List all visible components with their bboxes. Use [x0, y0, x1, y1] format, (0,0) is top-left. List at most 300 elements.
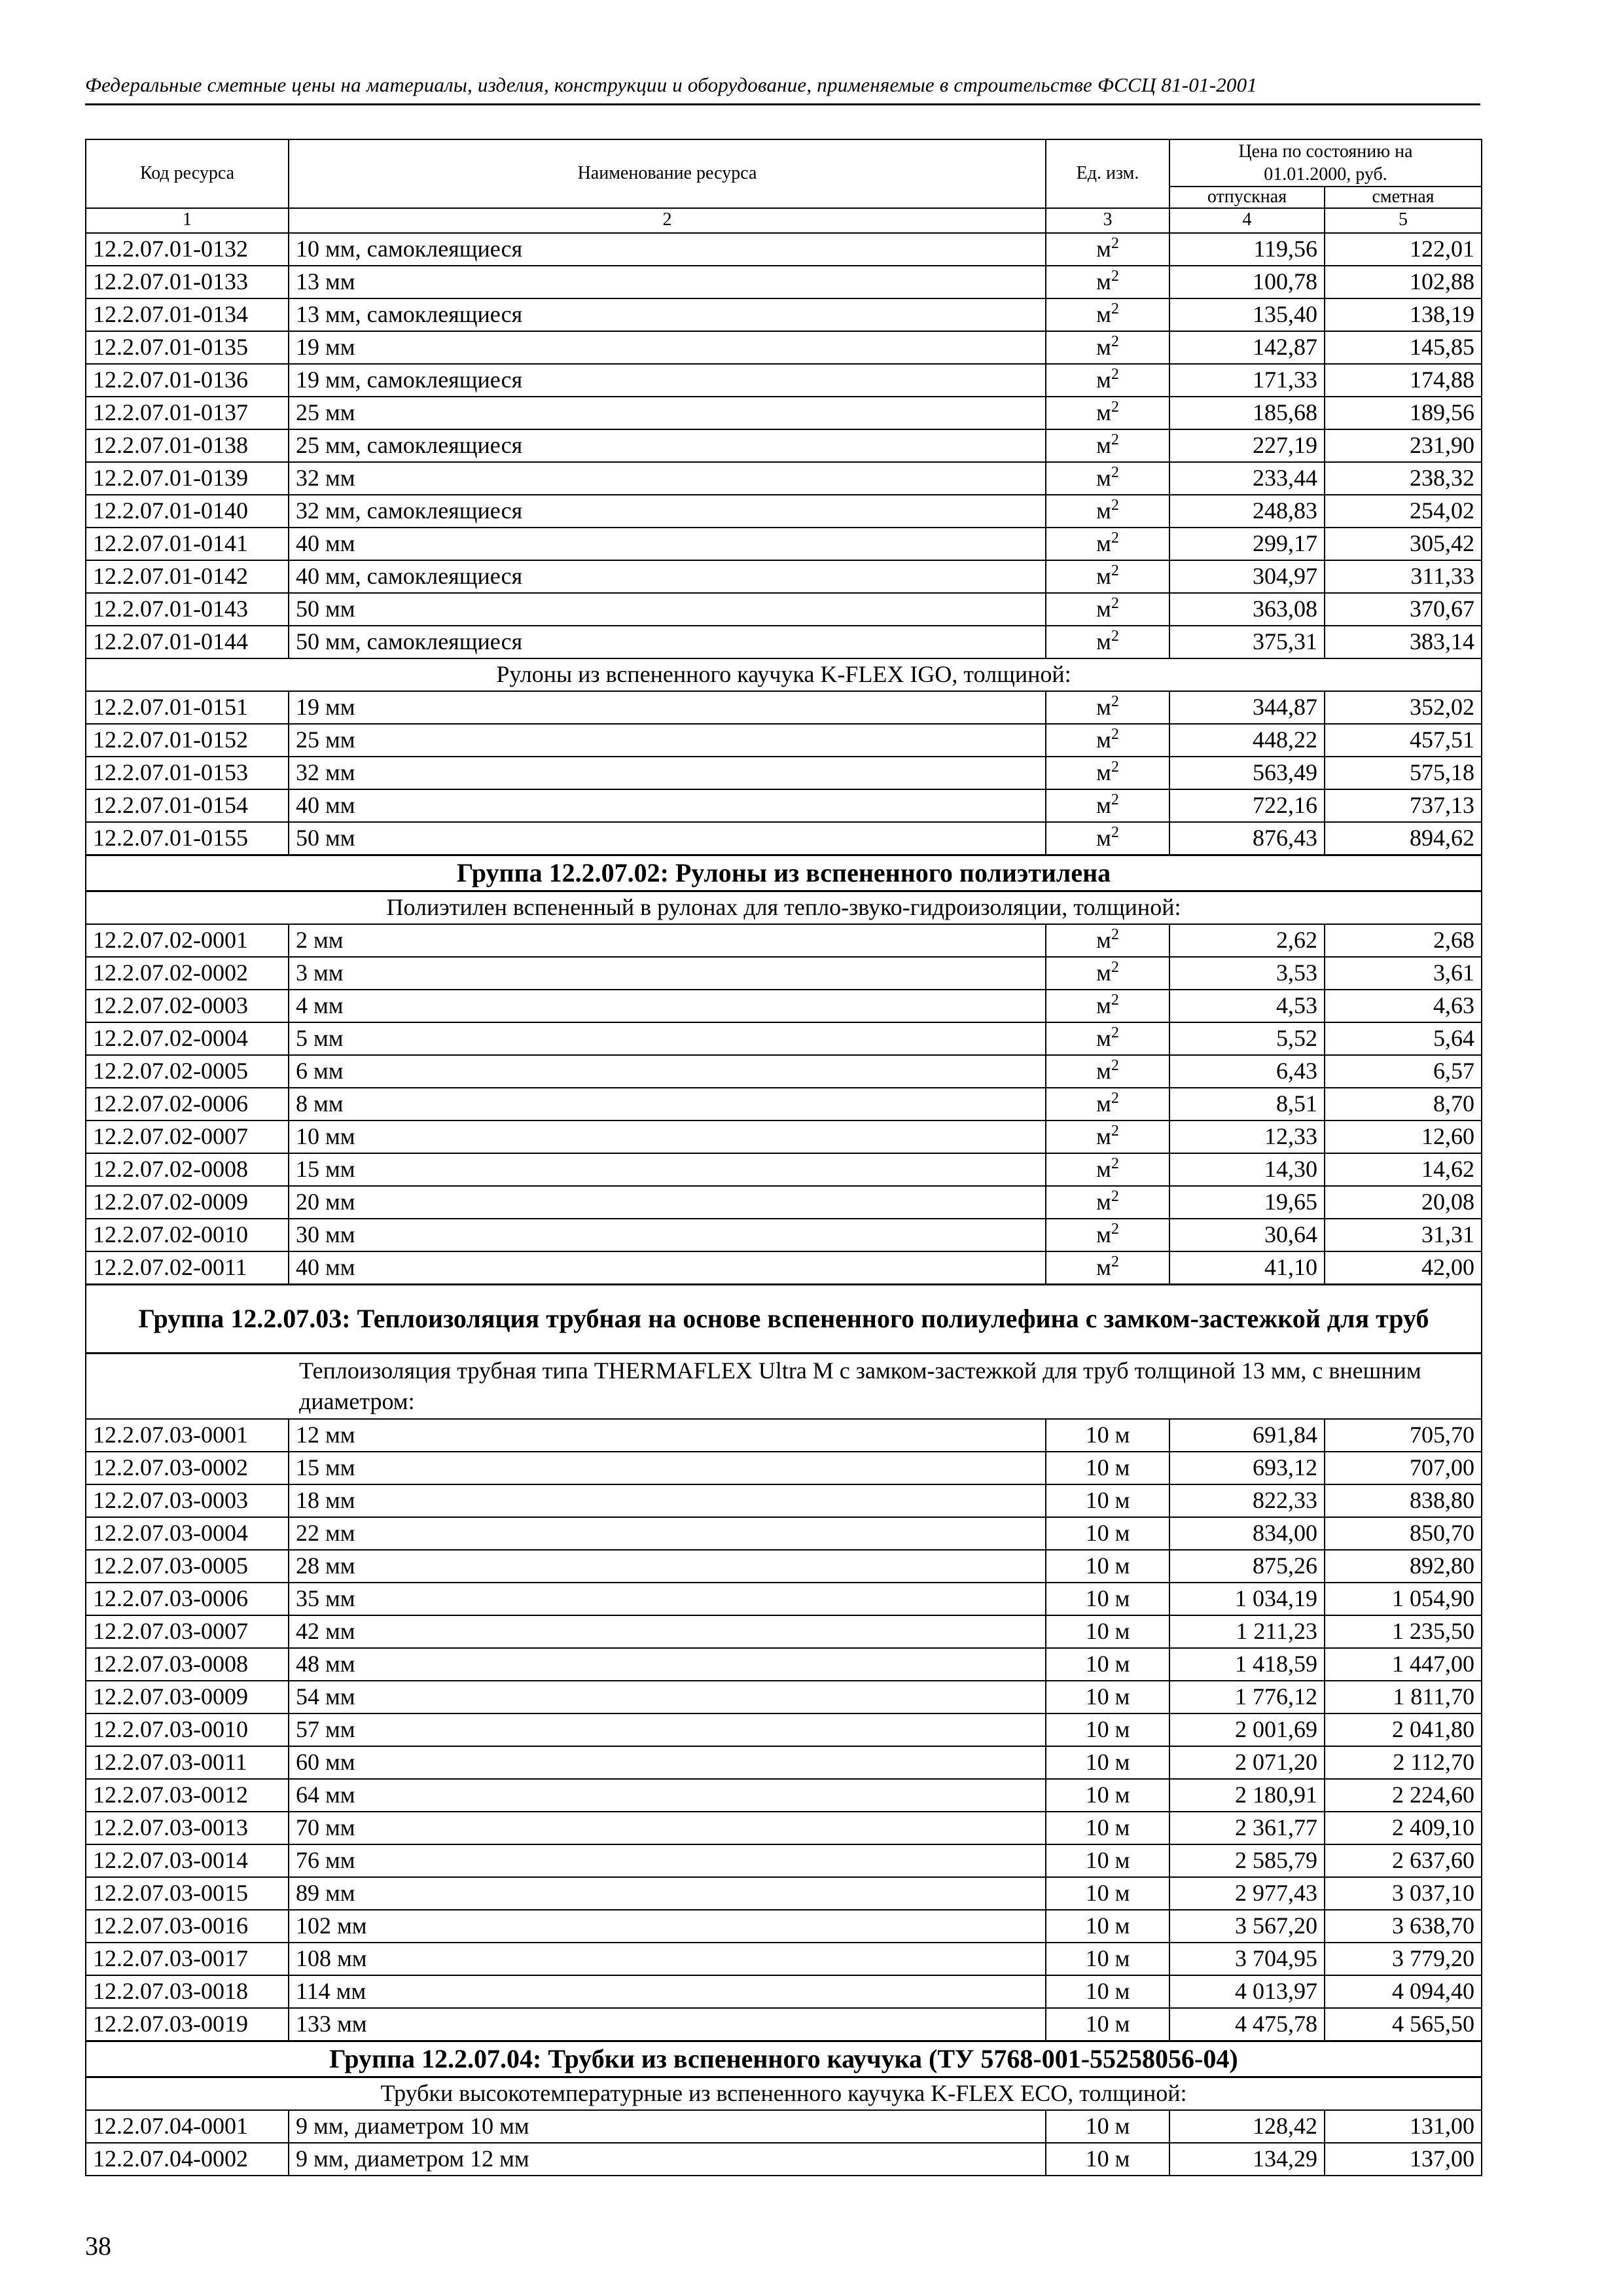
resource-name: 15 мм: [289, 1153, 1046, 1186]
release-price: 375,31: [1169, 626, 1325, 658]
unit-exponent: 2: [1111, 399, 1119, 416]
unit-exponent: 2: [1111, 791, 1119, 808]
table-row: [86, 429, 1482, 462]
estimate-price: 174,88: [1325, 364, 1482, 397]
release-price: 227,19: [1169, 429, 1325, 462]
col-number: 5: [1325, 208, 1482, 233]
unit-base: м: [1096, 563, 1111, 589]
subgroup-heading-text: Теплоизоляция трубная типа THERMAFLEX Ultra M с замком-застежкой для труб толщиной 13 мм, с внешним диаметром:: [86, 1353, 1482, 1419]
unit-exponent: 2: [1111, 1188, 1119, 1205]
resource-name: 102 мм: [289, 1910, 1046, 1943]
unit: [1046, 364, 1169, 397]
estimate-price: 707,00: [1325, 1452, 1482, 1484]
unit-base: м: [1096, 694, 1111, 720]
unit-base: м: [1096, 792, 1111, 818]
table-row: [86, 1517, 1482, 1550]
estimate-price: 2 041,80: [1325, 1713, 1482, 1746]
resource-name: 32 мм, самоклеящиеся: [289, 495, 1046, 528]
unit: [1046, 1943, 1169, 1975]
unit: [1046, 2143, 1169, 2176]
estimate-price: 138,19: [1325, 298, 1482, 331]
unit-exponent: 2: [1111, 992, 1119, 1009]
estimate-price: 305,42: [1325, 528, 1482, 560]
unit-base: м: [1096, 367, 1111, 393]
estimate-price: 145,85: [1325, 331, 1482, 364]
resource-code: 12.2.07.04-0001: [86, 2110, 289, 2143]
resource-code: 12.2.07.01-0137: [86, 397, 289, 429]
resource-name: 114 мм: [289, 1975, 1046, 2008]
unit-exponent: 2: [1111, 366, 1119, 383]
unit-exponent: 2: [1111, 824, 1119, 841]
release-price: 14,30: [1169, 1153, 1325, 1186]
unit-exponent: 2: [1111, 431, 1119, 448]
unit: [1046, 1055, 1169, 1088]
estimate-price: 3 037,10: [1325, 1877, 1482, 1910]
unit-base: м: [1096, 726, 1111, 753]
resource-name: 57 мм: [289, 1713, 1046, 1746]
release-price: 8,51: [1169, 1088, 1325, 1121]
unit: [1046, 298, 1169, 331]
unit: [1046, 626, 1169, 658]
resource-code: 12.2.07.03-0009: [86, 1681, 289, 1713]
table-row: [86, 495, 1482, 528]
table-row: [86, 298, 1482, 331]
unit-base: 10 м: [1085, 1716, 1130, 1742]
release-price: 2 071,20: [1169, 1746, 1325, 1779]
resource-name: 50 мм: [289, 593, 1046, 626]
resource-name: 48 мм: [289, 1648, 1046, 1681]
estimate-price: 12,60: [1325, 1121, 1482, 1153]
resource-code: 12.2.07.01-0155: [86, 822, 289, 855]
resource-code: 12.2.07.03-0017: [86, 1943, 289, 1975]
running-head: Федеральные сметные цены на материалы, изделия, конструкции и оборудование, применяемые в строительстве ФССЦ 81-01-2001: [85, 73, 1258, 96]
unit-base: 10 м: [1085, 1814, 1130, 1840]
column-numbers-row: [86, 208, 1482, 233]
table-row: [86, 364, 1482, 397]
estimate-price: 254,02: [1325, 495, 1482, 528]
unit-base: 10 м: [1085, 1454, 1130, 1480]
table-row: [86, 331, 1482, 364]
unit-base: 10 м: [1085, 1782, 1130, 1808]
resource-name: 32 мм: [289, 462, 1046, 495]
unit-base: м: [1096, 1221, 1111, 1247]
resource-code: 12.2.07.03-0012: [86, 1779, 289, 1812]
unit-exponent: 2: [1111, 529, 1119, 547]
table-row: [86, 1088, 1482, 1121]
resource-name: 25 мм, самоклеящиеся: [289, 429, 1046, 462]
unit-base: 10 м: [1085, 2011, 1130, 2037]
table-row: [86, 1746, 1482, 1779]
estimate-price: 383,14: [1325, 626, 1482, 658]
estimate-price: 189,56: [1325, 397, 1482, 429]
resource-code: 12.2.07.02-0009: [86, 1186, 289, 1219]
unit: [1046, 1484, 1169, 1517]
col-number: 3: [1046, 208, 1169, 233]
unit: [1046, 822, 1169, 855]
resource-code: 12.2.07.02-0011: [86, 1251, 289, 1285]
table-row: [86, 1452, 1482, 1484]
resource-name: 89 мм: [289, 1877, 1046, 1910]
resource-name: 10 мм: [289, 1121, 1046, 1153]
group-heading-text: Группа 12.2.07.02: Рулоны из вспененного полиэтилена: [86, 855, 1482, 891]
table-row: [86, 397, 1482, 429]
table-row: [86, 233, 1482, 266]
unit: [1046, 1615, 1169, 1648]
unit-base: 10 м: [1085, 1585, 1130, 1611]
resource-code: 12.2.07.02-0004: [86, 1022, 289, 1055]
estimate-price: 1 235,50: [1325, 1615, 1482, 1648]
resource-name: 9 мм, диаметром 12 мм: [289, 2143, 1046, 2176]
release-price: 185,68: [1169, 397, 1325, 429]
resource-name: 25 мм: [289, 724, 1046, 757]
subgroup-heading: [86, 658, 1482, 691]
resource-name: 35 мм: [289, 1583, 1046, 1615]
subgroup-heading: [86, 1353, 1482, 1419]
unit: [1046, 528, 1169, 560]
unit: [1046, 1251, 1169, 1285]
unit-base: 10 м: [1085, 1978, 1130, 2004]
unit: [1046, 1419, 1169, 1452]
col-header-name: Наименование ресурса: [289, 139, 1046, 208]
release-price: 1 418,59: [1169, 1648, 1325, 1681]
unit-exponent: 2: [1111, 1221, 1119, 1238]
estimate-price: 5,64: [1325, 1022, 1482, 1055]
unit: [1046, 1844, 1169, 1877]
table-row: [86, 2008, 1482, 2041]
resource-name: 50 мм, самоклеящиеся: [289, 626, 1046, 658]
table-row: [86, 1779, 1482, 1812]
resource-code: 12.2.07.04-0002: [86, 2143, 289, 2176]
group-heading-text: Группа 12.2.07.03: Теплоизоляция трубная на основе вспененного полиулефина с замком-застежкой для труб: [86, 1284, 1482, 1353]
estimate-price: 2 637,60: [1325, 1844, 1482, 1877]
unit-base: 10 м: [1085, 1618, 1130, 1644]
estimate-price: 6,57: [1325, 1055, 1482, 1088]
release-price: 2 180,91: [1169, 1779, 1325, 1812]
release-price: 1 211,23: [1169, 1615, 1325, 1648]
unit: [1046, 789, 1169, 822]
resource-code: 12.2.07.01-0152: [86, 724, 289, 757]
unit-base: м: [1096, 628, 1111, 655]
unit: [1046, 757, 1169, 789]
release-price: 822,33: [1169, 1484, 1325, 1517]
unit: [1046, 1452, 1169, 1484]
unit-base: 10 м: [1085, 1651, 1130, 1677]
estimate-price: 575,18: [1325, 757, 1482, 789]
release-price: 363,08: [1169, 593, 1325, 626]
estimate-price: 131,00: [1325, 2110, 1482, 2143]
estimate-price: 3 779,20: [1325, 1943, 1482, 1975]
release-price: 693,12: [1169, 1452, 1325, 1484]
unit-base: 10 м: [1085, 1945, 1130, 1971]
release-price: 2 977,43: [1169, 1877, 1325, 1910]
unit-exponent: 2: [1111, 628, 1119, 645]
table-row: [86, 266, 1482, 298]
table-row: [86, 2110, 1482, 2143]
unit: [1046, 1812, 1169, 1844]
release-price: 4 013,97: [1169, 1975, 1325, 2008]
release-price: 5,52: [1169, 1022, 1325, 1055]
resource-name: 40 мм: [289, 1251, 1046, 1285]
unit-exponent: 2: [1111, 1155, 1119, 1172]
unit-exponent: 2: [1111, 562, 1119, 579]
estimate-price: 737,13: [1325, 789, 1482, 822]
unit-base: 10 м: [1085, 2145, 1130, 2172]
unit-exponent: 2: [1111, 959, 1119, 976]
table-row: [86, 1186, 1482, 1219]
table-row: [86, 1419, 1482, 1452]
resource-name: 3 мм: [289, 957, 1046, 990]
unit-exponent: 2: [1111, 1057, 1119, 1074]
unit-base: 10 м: [1085, 1847, 1130, 1873]
release-price: 2 001,69: [1169, 1713, 1325, 1746]
release-price: 119,56: [1169, 233, 1325, 266]
unit: [1046, 593, 1169, 626]
unit-base: м: [1096, 596, 1111, 622]
release-price: 248,83: [1169, 495, 1325, 528]
unit-base: м: [1096, 759, 1111, 785]
resource-code: 12.2.07.03-0015: [86, 1877, 289, 1910]
release-price: 30,64: [1169, 1219, 1325, 1251]
table-row: [86, 1022, 1482, 1055]
estimate-price: 1 447,00: [1325, 1648, 1482, 1681]
resource-code: 12.2.07.01-0133: [86, 266, 289, 298]
resource-code: 12.2.07.02-0003: [86, 990, 289, 1022]
resource-code: 12.2.07.01-0144: [86, 626, 289, 658]
unit-base: м: [1096, 1189, 1111, 1215]
subgroup-heading-text: Рулоны из вспененного каучука K-FLEX IGO, толщиной:: [86, 658, 1482, 691]
table-row: [86, 1877, 1482, 1910]
table-row: [86, 1121, 1482, 1153]
resource-code: 12.2.07.01-0134: [86, 298, 289, 331]
unit: [1046, 331, 1169, 364]
col-header-code: Код ресурса: [86, 139, 289, 208]
unit-base: м: [1096, 1123, 1111, 1149]
unit: [1046, 1186, 1169, 1219]
unit: [1046, 1910, 1169, 1943]
unit-base: м: [1096, 236, 1111, 262]
table-row: [86, 822, 1482, 855]
resource-code: 12.2.07.03-0011: [86, 1746, 289, 1779]
group-heading-text: Группа 12.2.07.04: Трубки из вспененного каучука (ТУ 5768-001-55258056-04): [86, 2041, 1482, 2077]
unit: [1046, 266, 1169, 298]
estimate-price: 2,68: [1325, 924, 1482, 957]
release-price: 2 585,79: [1169, 1844, 1325, 1877]
resource-name: 12 мм: [289, 1419, 1046, 1452]
unit-base: 10 м: [1085, 1487, 1130, 1513]
unit: [1046, 233, 1169, 266]
unit-base: 10 м: [1085, 1912, 1130, 1939]
estimate-price: 3,61: [1325, 957, 1482, 990]
estimate-price: 892,80: [1325, 1550, 1482, 1583]
resource-code: 12.2.07.01-0143: [86, 593, 289, 626]
unit: [1046, 462, 1169, 495]
resource-name: 25 мм: [289, 397, 1046, 429]
estimate-price: 2 112,70: [1325, 1746, 1482, 1779]
estimate-price: 8,70: [1325, 1088, 1482, 1121]
estimate-price: 457,51: [1325, 724, 1482, 757]
unit: [1046, 2110, 1169, 2143]
unit: [1046, 1681, 1169, 1713]
resource-code: 12.2.07.01-0136: [86, 364, 289, 397]
resource-code: 12.2.07.01-0154: [86, 789, 289, 822]
estimate-price: 352,02: [1325, 691, 1482, 724]
resource-code: 12.2.07.03-0008: [86, 1648, 289, 1681]
resource-code: 12.2.07.03-0001: [86, 1419, 289, 1452]
unit-base: м: [1096, 927, 1111, 953]
table-row: [86, 789, 1482, 822]
group-heading: [86, 1284, 1482, 1353]
release-price: 722,16: [1169, 789, 1325, 822]
resource-code: 12.2.07.01-0141: [86, 528, 289, 560]
resource-code: 12.2.07.03-0013: [86, 1812, 289, 1844]
table-row: [86, 528, 1482, 560]
unit-exponent: 2: [1111, 1024, 1119, 1041]
resource-name: 64 мм: [289, 1779, 1046, 1812]
unit-base: м: [1096, 530, 1111, 556]
resource-code: 12.2.07.03-0010: [86, 1713, 289, 1746]
unit: [1046, 560, 1169, 593]
unit-exponent: 2: [1111, 926, 1119, 943]
subgroup-heading: [86, 891, 1482, 924]
unit: [1046, 1648, 1169, 1681]
table-row: [86, 724, 1482, 757]
resource-name: 108 мм: [289, 1943, 1046, 1975]
release-price: 875,26: [1169, 1550, 1325, 1583]
resource-name: 9 мм, диаметром 10 мм: [289, 2110, 1046, 2143]
table-row: [86, 990, 1482, 1022]
table-row: [86, 1943, 1482, 1975]
resource-name: 40 мм: [289, 789, 1046, 822]
resource-code: 12.2.07.01-0135: [86, 331, 289, 364]
resource-name: 5 мм: [289, 1022, 1046, 1055]
release-price: 299,17: [1169, 528, 1325, 560]
subgroup-heading-text: Трубки высокотемпературные из вспененного каучука K-FLEX ECO, толщиной:: [86, 2077, 1482, 2110]
table-row: [86, 1910, 1482, 1943]
estimate-price: 137,00: [1325, 2143, 1482, 2176]
table-row: [86, 1812, 1482, 1844]
release-price: 563,49: [1169, 757, 1325, 789]
estimate-price: 1 811,70: [1325, 1681, 1482, 1713]
release-price: 100,78: [1169, 266, 1325, 298]
unit: [1046, 1121, 1169, 1153]
unit-exponent: 2: [1111, 595, 1119, 612]
estimate-price: 1 054,90: [1325, 1583, 1482, 1615]
release-price: 304,97: [1169, 560, 1325, 593]
release-price: 12,33: [1169, 1121, 1325, 1153]
release-price: 1 034,19: [1169, 1583, 1325, 1615]
unit: [1046, 957, 1169, 990]
release-price: 4 475,78: [1169, 2008, 1325, 2041]
resource-name: 32 мм: [289, 757, 1046, 789]
resource-code: 12.2.07.01-0153: [86, 757, 289, 789]
unit: [1046, 1583, 1169, 1615]
resource-name: 50 мм: [289, 822, 1046, 855]
estimate-price: 20,08: [1325, 1186, 1482, 1219]
table-row: [86, 1615, 1482, 1648]
release-price: 142,87: [1169, 331, 1325, 364]
unit: [1046, 1975, 1169, 2008]
resource-code: 12.2.07.01-0132: [86, 233, 289, 266]
unit-base: м: [1096, 334, 1111, 360]
unit-base: 10 м: [1085, 1880, 1130, 1906]
estimate-price: 4 565,50: [1325, 2008, 1482, 2041]
resource-name: 13 мм: [289, 266, 1046, 298]
resource-name: 6 мм: [289, 1055, 1046, 1088]
unit-base: м: [1096, 399, 1111, 425]
release-price: 344,87: [1169, 691, 1325, 724]
resource-code: 12.2.07.03-0014: [86, 1844, 289, 1877]
unit: [1046, 397, 1169, 429]
resource-code: 12.2.07.02-0006: [86, 1088, 289, 1121]
release-price: 448,22: [1169, 724, 1325, 757]
release-price: 3 704,95: [1169, 1943, 1325, 1975]
resource-name: 28 мм: [289, 1550, 1046, 1583]
unit: [1046, 724, 1169, 757]
resource-name: 76 мм: [289, 1844, 1046, 1877]
unit-base: м: [1096, 268, 1111, 295]
unit-base: м: [1096, 497, 1111, 524]
unit-base: м: [1096, 432, 1111, 458]
header-rule: [85, 103, 1480, 105]
estimate-price: 231,90: [1325, 429, 1482, 462]
resource-name: 40 мм, самоклеящиеся: [289, 560, 1046, 593]
resource-code: 12.2.07.02-0010: [86, 1219, 289, 1251]
table-row: [86, 957, 1482, 990]
release-price: 19,65: [1169, 1186, 1325, 1219]
unit-exponent: 2: [1111, 759, 1119, 776]
table-row: [86, 462, 1482, 495]
unit: [1046, 691, 1169, 724]
table-row: [86, 757, 1482, 789]
table-row: [86, 2143, 1482, 2176]
resource-code: 12.2.07.03-0006: [86, 1583, 289, 1615]
resource-code: 12.2.07.03-0016: [86, 1910, 289, 1943]
release-price: 4,53: [1169, 990, 1325, 1022]
resource-name: 2 мм: [289, 924, 1046, 957]
page-number: 38: [85, 2231, 111, 2261]
unit-exponent: 2: [1111, 1122, 1119, 1139]
release-price: 2,62: [1169, 924, 1325, 957]
resource-code: 12.2.07.02-0001: [86, 924, 289, 957]
estimate-price: 4,63: [1325, 990, 1482, 1022]
col-header-price: Цена по состоянию на 01.01.2000, руб.: [1169, 139, 1482, 187]
resource-name: 42 мм: [289, 1615, 1046, 1648]
unit: [1046, 2008, 1169, 2041]
table-row: [86, 593, 1482, 626]
estimate-price: 705,70: [1325, 1419, 1482, 1452]
resource-code: 12.2.07.02-0007: [86, 1121, 289, 1153]
subgroup-heading-text: Полиэтилен вспененный в рулонах для тепло-звуко-гидроизоляции, толщиной:: [86, 891, 1482, 924]
resource-name: 19 мм: [289, 691, 1046, 724]
group-heading: [86, 2041, 1482, 2077]
unit-exponent: 2: [1111, 235, 1119, 252]
release-price: 876,43: [1169, 822, 1325, 855]
resource-code: 12.2.07.01-0142: [86, 560, 289, 593]
unit-base: м: [1096, 1090, 1111, 1117]
release-price: 834,00: [1169, 1517, 1325, 1550]
resource-code: 12.2.07.02-0002: [86, 957, 289, 990]
resource-code: 12.2.07.03-0003: [86, 1484, 289, 1517]
resource-code: 12.2.07.03-0004: [86, 1517, 289, 1550]
unit-exponent: 2: [1111, 693, 1119, 710]
release-price: 3,53: [1169, 957, 1325, 990]
estimate-price: 311,33: [1325, 560, 1482, 593]
resource-name: 60 мм: [289, 1746, 1046, 1779]
unit: [1046, 924, 1169, 957]
unit-exponent: 2: [1111, 497, 1119, 514]
resource-name: 15 мм: [289, 1452, 1046, 1484]
release-price: 691,84: [1169, 1419, 1325, 1452]
